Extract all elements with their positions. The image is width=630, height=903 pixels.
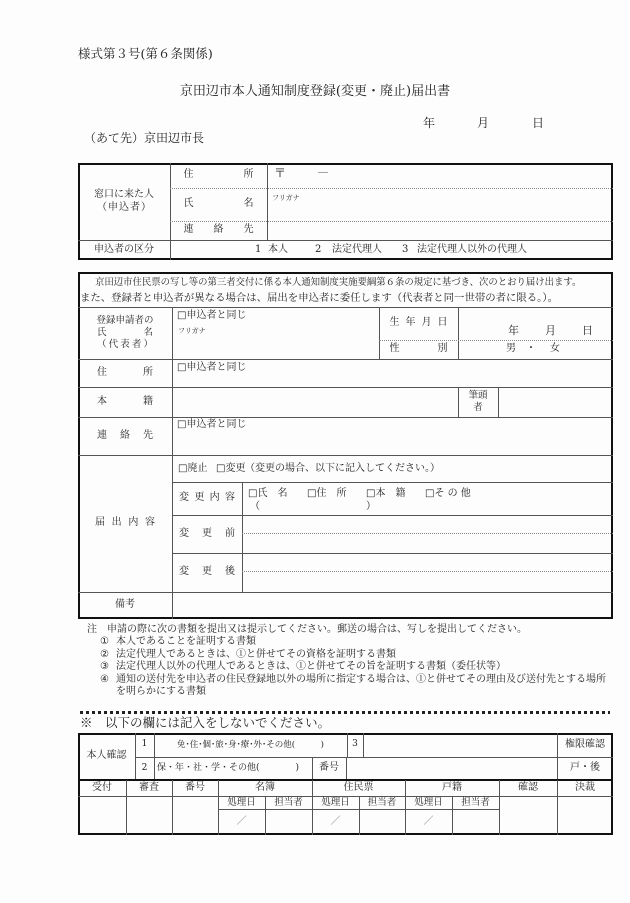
before-label-text: 変 更 前	[179, 527, 235, 539]
note-text: 法定代理人以外の代理人であるときは、①と併せてその旨を証明する書類（委任状等）	[116, 661, 506, 672]
intro-line-1: 京田辺市住民票の写し等の第三者交付に係る本人通知制度実施要綱第６条の規定に基づき、次のとおり届け出ます。	[95, 277, 582, 288]
honseki-label-text: 本 籍	[97, 395, 153, 407]
applicant-contact-label	[170, 221, 267, 240]
change-name-checkbox[interactable]: □氏 名	[248, 488, 288, 499]
authority-check-label: 権限確認	[565, 738, 605, 750]
birth-month: 月	[545, 324, 556, 337]
date-year: 年	[423, 116, 436, 130]
sex-label	[379, 340, 458, 359]
note-text-continued: を明らかにする書類	[116, 686, 206, 697]
applicant-name-label	[170, 188, 267, 221]
honseki-field[interactable]	[173, 388, 457, 417]
change-honseki-checkbox[interactable]: □本 籍	[366, 488, 406, 499]
abolish-checkbox[interactable]: □廃止	[178, 463, 208, 474]
registrant-address-label	[78, 359, 172, 387]
registrant-furigana: フリガナ	[178, 327, 206, 335]
sex-male-option[interactable]: 男	[506, 343, 516, 354]
household-head-label-line1: 筆頭	[468, 390, 488, 402]
change-items-label-text: 変 更 内 容	[179, 492, 235, 504]
sub-column-processed-date: 処理日	[321, 796, 350, 808]
category-2-option[interactable]: 法定代理人	[332, 244, 382, 255]
form-number: 様式第３号(第６条関係)	[78, 46, 213, 61]
registrant-name-label-line3: （代表者）	[97, 338, 153, 350]
page-title: 京田辺市本人通知制度登録(変更・廃止)届出書	[179, 84, 451, 99]
column-number: 番号	[185, 781, 205, 793]
name-same-as-applicant-checkbox[interactable]: □申込者と同じ	[177, 310, 247, 321]
intro-line-2: また、登録者と申込者が異なる場合は、届出を申込者に委任します（代表者と同一世帯の者に限る。）。	[80, 292, 558, 304]
applicant-contact-field[interactable]	[268, 222, 612, 240]
change-checkbox[interactable]: □変更	[216, 463, 246, 474]
date-slash: ／	[423, 815, 434, 827]
after-label-text: 変 更 後	[179, 566, 235, 578]
sub-column-staff: 担当者	[461, 796, 490, 808]
identity-documents-row2: 保・年・社・学・その他( )	[157, 762, 300, 773]
applicant-address-label-text: 住 所	[183, 169, 254, 181]
applicant-name-label-text: 氏 名	[183, 198, 254, 210]
applicant-group-label-line2: （申込者）	[97, 201, 151, 213]
column-confirm: 確認	[518, 781, 538, 793]
household-head-field[interactable]	[499, 388, 612, 417]
birthdate-label	[379, 307, 458, 340]
change-other-paren-close: ）	[366, 501, 376, 512]
remarks-field[interactable]	[173, 593, 612, 618]
identity-row1-number: 1	[141, 739, 148, 750]
change-other-field[interactable]	[262, 501, 368, 513]
column-register: 名簿	[255, 781, 275, 793]
identity-row3-number: 3	[352, 739, 358, 750]
birth-year: 年	[508, 324, 519, 337]
date-month: 月	[477, 116, 490, 130]
registrant-name-label	[78, 307, 172, 359]
note-text: 法定代理人であるときは、①と併せてその資格を証明する書類	[116, 649, 396, 660]
applicant-address-label	[170, 163, 267, 188]
divider	[346, 757, 347, 780]
date-slash: ／	[236, 815, 247, 827]
change-other-checkbox[interactable]: □そ の 他	[425, 488, 471, 499]
postal-dash: ―	[318, 167, 328, 178]
date-slash: ／	[330, 815, 341, 827]
column-review: 審査	[139, 781, 159, 793]
birth-day: 日	[582, 324, 593, 337]
after-field[interactable]	[243, 554, 612, 592]
applicant-furigana: フリガナ	[272, 194, 300, 202]
category-3-number: 3	[402, 244, 409, 255]
note-text: 通知の送付先を申込者の住民登録地以外の場所に指定する場合は、①と併せてその理由及び送付先とする場所	[116, 674, 606, 685]
registrant-address-label-text: 住 所	[97, 366, 153, 378]
contact-same-as-applicant-checkbox[interactable]: □申込者と同じ	[177, 419, 247, 430]
category-2-number: 2	[315, 244, 322, 255]
sex-label-text: 性 別	[389, 343, 448, 355]
category-1-number: 1	[255, 244, 262, 255]
sex-separator: ・	[526, 343, 536, 354]
applicant-name-field[interactable]	[268, 189, 612, 221]
applicant-group-label	[78, 163, 170, 240]
applicant-category-label: 申込者の区分	[94, 243, 154, 255]
sub-column-processed-date: 処理日	[227, 796, 256, 808]
date-day: 日	[532, 116, 545, 130]
addressee: （あて先）京田辺市長	[84, 131, 205, 145]
notification-label-text: 届 出 内 容	[95, 517, 155, 529]
honseki-label	[78, 387, 172, 417]
applicant-contact-label-text: 連 絡 先	[183, 224, 254, 236]
note-number: ①	[100, 636, 109, 647]
identity-documents-row1: 免･住･個･旅･身･療･外･その他( )	[177, 739, 324, 750]
office-use-instruction: ※ 以下の欄には記入をしないでください。	[80, 715, 331, 730]
column-received: 受付	[92, 781, 112, 793]
sex-female-option[interactable]: 女	[550, 343, 560, 354]
registrant-name-label-line1: 登録申請者の	[96, 315, 154, 327]
note-number: ③	[100, 661, 109, 672]
identity-row2-number: 2	[141, 762, 148, 773]
note-text: 本人であることを証明する書類	[116, 636, 256, 647]
before-label	[172, 515, 242, 553]
registrant-name-label-line2: 氏 名	[97, 327, 153, 339]
change-other-paren-open: （	[250, 501, 260, 512]
address-same-as-applicant-checkbox[interactable]: □申込者と同じ	[177, 362, 247, 373]
identity-check-label: 本人確認	[86, 750, 127, 762]
applicant-group-label-line1: 窓口に来た人	[94, 189, 154, 200]
sub-column-staff: 担当者	[274, 796, 303, 808]
column-resident-record: 住民票	[343, 781, 374, 793]
household-head-label	[458, 387, 498, 417]
notification-label	[78, 455, 172, 592]
postal-mark: 〒	[274, 166, 287, 180]
cut-line-separator	[80, 711, 610, 714]
household-head-label-line2: 者	[473, 402, 483, 413]
sub-column-processed-date: 処理日	[414, 796, 443, 808]
birthdate-label-text: 生 年 月 日	[389, 317, 448, 329]
after-label	[172, 553, 242, 592]
koseki-after-label: 戸・後	[570, 762, 600, 774]
divider	[363, 733, 364, 757]
notes-intro: 注 申請の際に次の書類を提出又は提示してください。郵送の場合は、写しを提出してください。	[87, 624, 527, 635]
registrant-contact-label-text: 連 絡 先	[97, 429, 153, 441]
column-family-register: 戸籍	[442, 781, 462, 793]
sub-column-staff: 担当者	[367, 796, 397, 808]
note-number: ②	[100, 649, 109, 660]
category-3-option[interactable]: 法定代理人以外の代理人	[417, 244, 527, 255]
change-note: （変更の場合、以下に記入してください。）	[245, 463, 440, 474]
category-1-option[interactable]: 本人	[268, 244, 288, 255]
registrant-contact-label	[78, 417, 172, 455]
identity-number-label: 番号	[319, 762, 339, 774]
change-address-checkbox[interactable]: □住 所	[307, 488, 347, 499]
before-field[interactable]	[243, 516, 612, 553]
change-items-label	[172, 482, 242, 515]
remarks-label: 備考	[115, 599, 135, 611]
column-approval: 決裁	[575, 781, 595, 793]
note-number: ④	[100, 674, 109, 685]
